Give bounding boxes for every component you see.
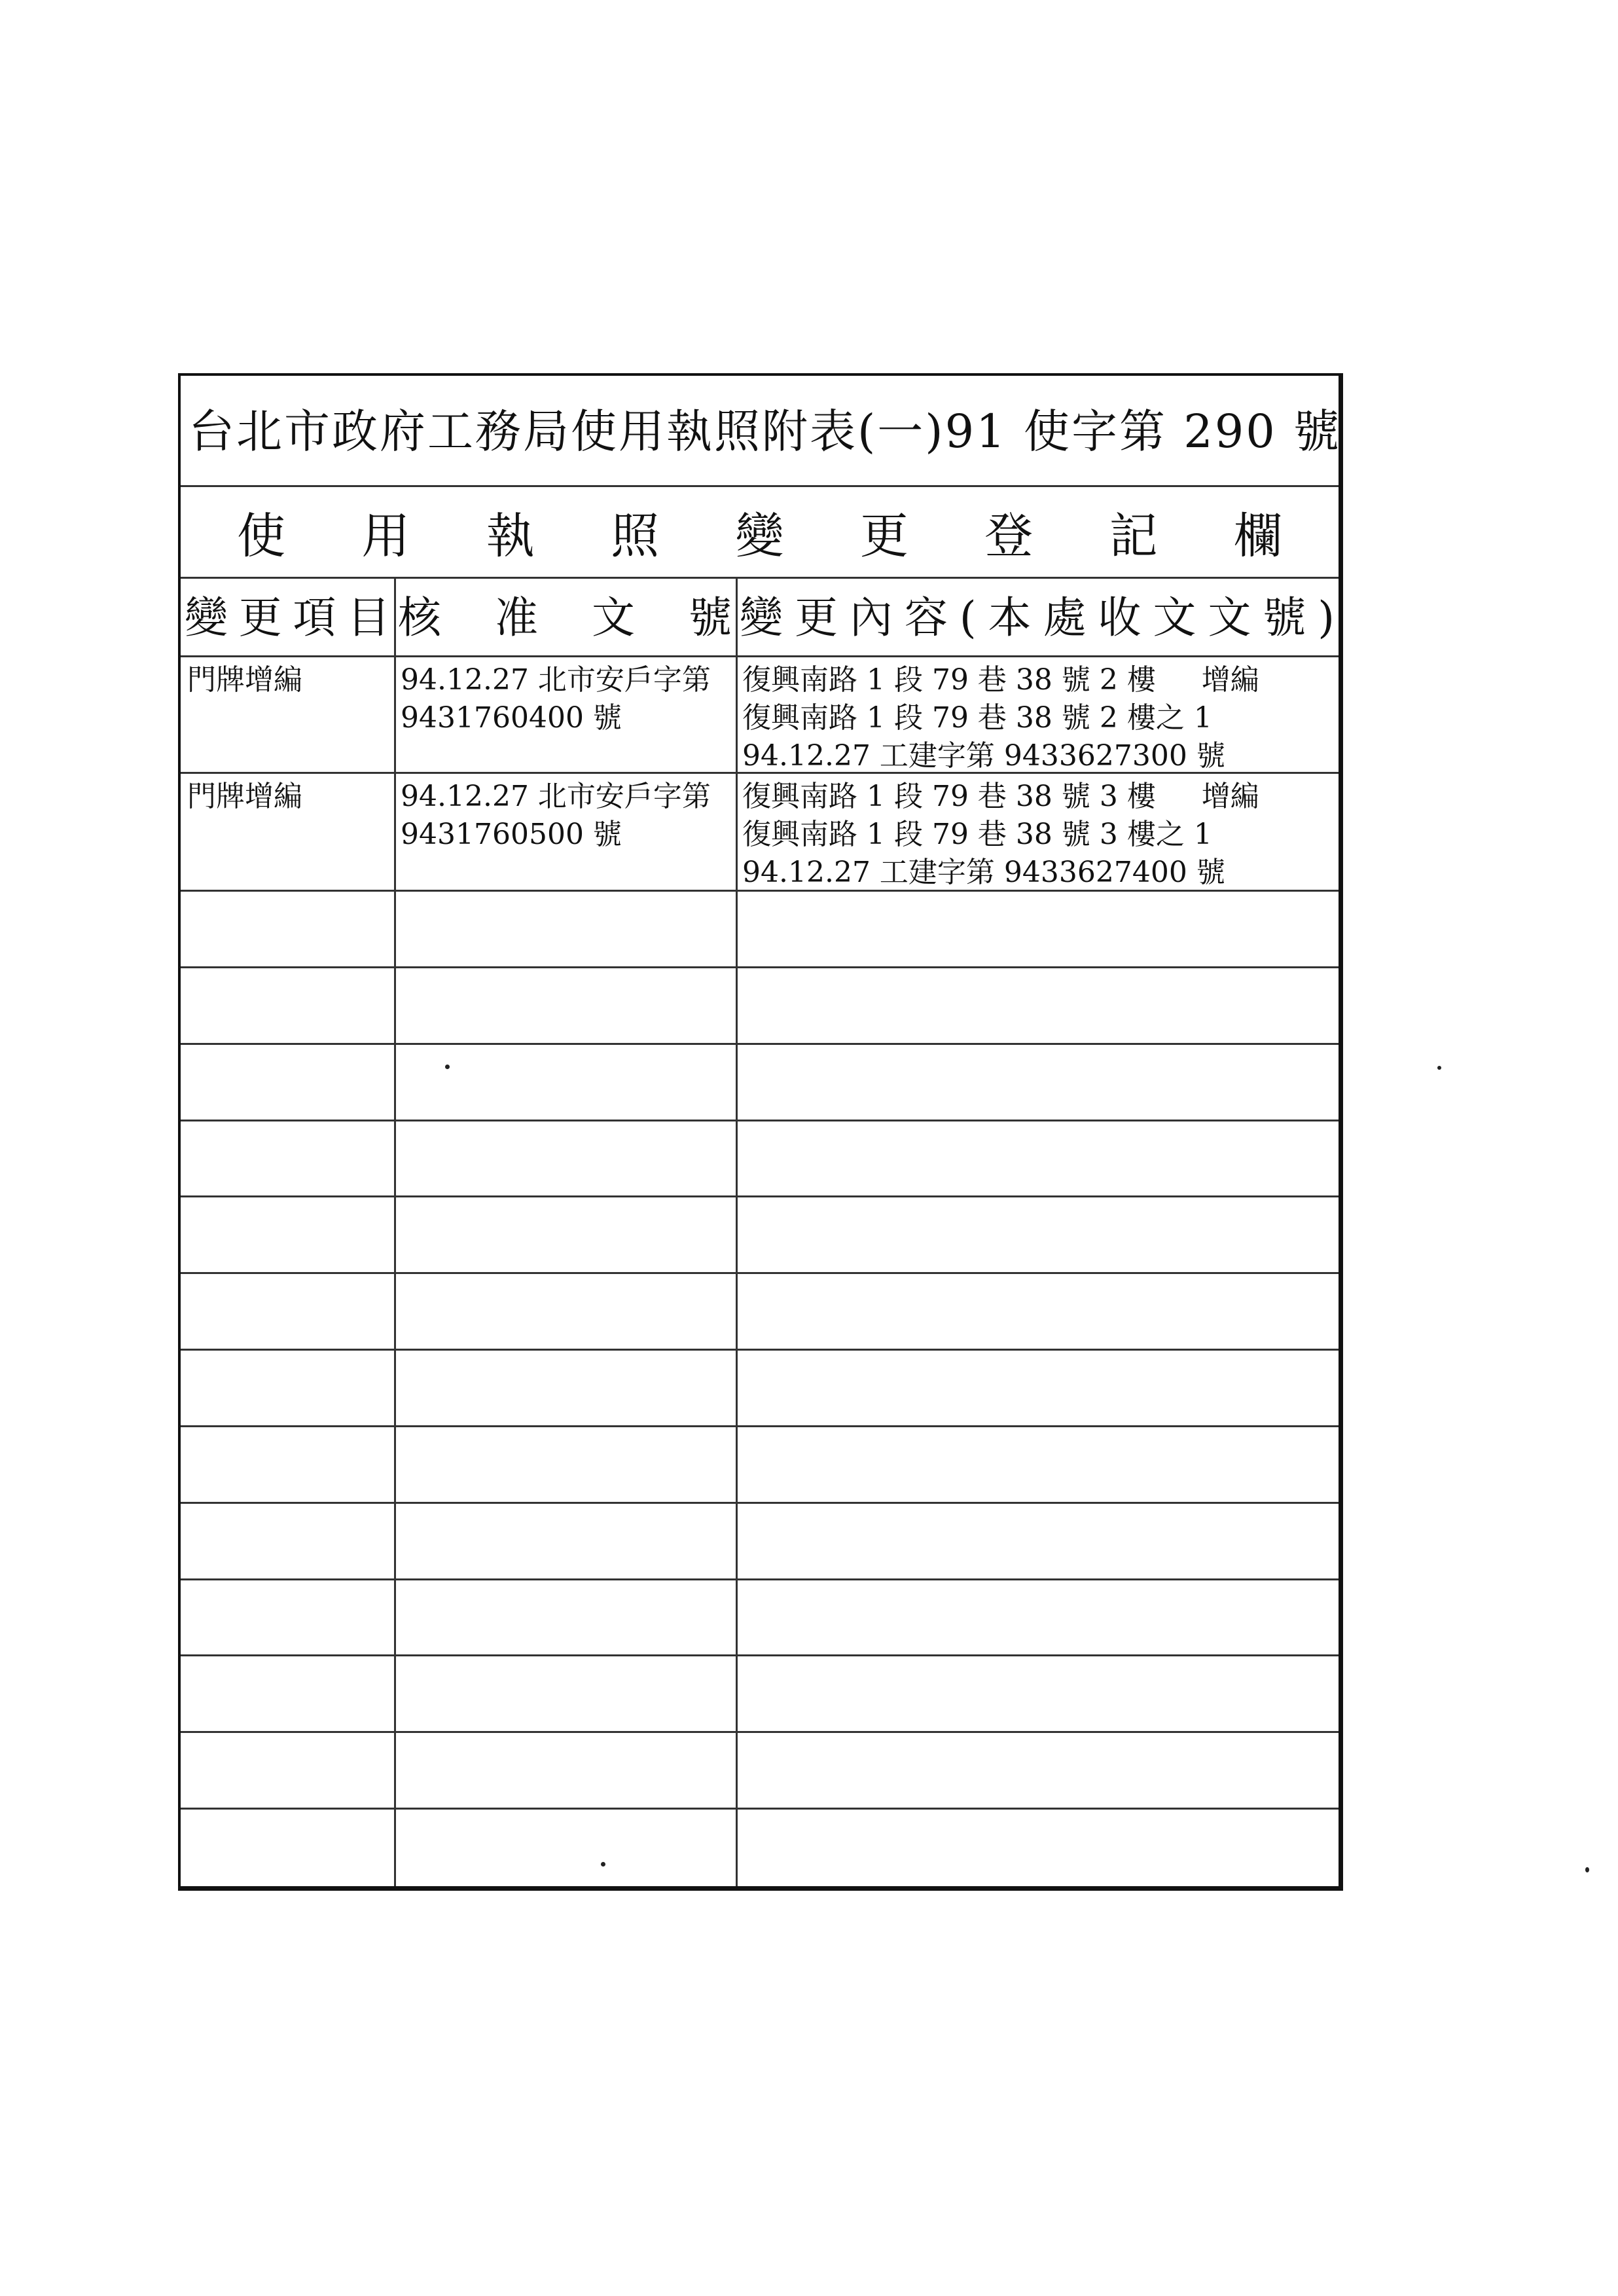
banner-char: 照: [611, 507, 660, 564]
header-char: (: [959, 592, 977, 643]
empty-cell: [181, 1733, 394, 1808]
header-char: 容: [904, 592, 948, 643]
empty-cell: [394, 1810, 736, 1886]
banner-char: 欄: [1234, 507, 1282, 564]
empty-cell: [736, 892, 1339, 966]
banner-char: 用: [361, 507, 410, 564]
entry-content: [736, 774, 1339, 890]
banner-char: 登: [984, 507, 1034, 564]
header-char: 內: [849, 592, 893, 643]
empty-cell: [736, 1274, 1339, 1349]
table-row: [181, 1733, 1339, 1810]
empty-cell: [736, 968, 1339, 1043]
banner-char: 執: [486, 507, 535, 564]
content-line: 復興南路 1 段 79 巷 38 號 2 樓之 1: [742, 701, 1212, 735]
empty-cell: [736, 1810, 1339, 1886]
header-char: 收: [1098, 592, 1142, 643]
empty-cell: [181, 1504, 394, 1578]
approval-line: 94.12.27 北市安戶字第: [401, 663, 711, 697]
empty-cell: [181, 1656, 394, 1731]
header-char: 號: [1263, 592, 1306, 643]
empty-cell: [736, 1121, 1339, 1196]
empty-cell: [181, 1351, 394, 1425]
banner-char: 變: [735, 507, 784, 564]
header-char: 更: [238, 592, 282, 643]
header-char: 項: [293, 592, 336, 643]
empty-cell: [394, 1045, 736, 1120]
empty-cell: [394, 968, 736, 1043]
entry-approval: [394, 774, 736, 890]
table-row: [181, 774, 1339, 892]
content-line: 94.12.27 工建字第 9433627300 號: [742, 739, 1225, 773]
table-row: [181, 1810, 1339, 1886]
entry-item: [181, 774, 394, 890]
scan-speck: [1585, 1867, 1589, 1872]
entry-content: [736, 657, 1339, 772]
empty-cell: [736, 1504, 1339, 1578]
column-header-approval: [394, 579, 736, 655]
header-char: 准: [495, 592, 538, 643]
empty-cell: [394, 1274, 736, 1349]
empty-cell: [736, 1197, 1339, 1272]
table-row: [181, 1656, 1339, 1733]
empty-cell: [736, 1045, 1339, 1120]
empty-cell: [181, 1045, 394, 1120]
table-row: [181, 892, 1339, 968]
empty-cell: [181, 1121, 394, 1196]
empty-cell: [736, 1351, 1339, 1425]
header-char: 本: [988, 592, 1032, 643]
empty-cell: [394, 1197, 736, 1272]
table-row: [181, 1504, 1339, 1580]
banner-char: 使: [237, 507, 285, 564]
header-char: 更: [794, 592, 838, 643]
empty-cell: [736, 1656, 1339, 1731]
table-row: [181, 968, 1339, 1045]
column-header-content: [736, 579, 1339, 655]
table-row: [181, 1274, 1339, 1351]
empty-cell: [736, 1580, 1339, 1655]
scan-speck: [1437, 1066, 1441, 1070]
empty-cell: [394, 892, 736, 966]
table-row: [181, 1121, 1339, 1198]
column-divider-1: [394, 579, 396, 1886]
empty-cell: [181, 1810, 394, 1886]
item-text: 門牌增編: [187, 780, 302, 813]
header-char: 變: [740, 592, 783, 643]
content-line: 復興南路 1 段 79 巷 38 號 2 樓 增編: [742, 663, 1259, 697]
table-row: [181, 1427, 1339, 1504]
empty-cell: [181, 1197, 394, 1272]
header-char: 目: [346, 592, 390, 643]
table-row: [181, 1045, 1339, 1121]
item-text: 門牌增編: [187, 663, 302, 697]
table-row: [181, 1197, 1339, 1274]
header-char: 號: [689, 592, 732, 643]
content-line: 復興南路 1 段 79 巷 38 號 3 樓 增編: [742, 780, 1259, 813]
entry-approval: [394, 657, 736, 772]
scan-speck: [601, 1862, 605, 1867]
empty-cell: [181, 892, 394, 966]
header-char: 處: [1043, 592, 1087, 643]
empty-cell: [736, 1427, 1339, 1502]
column-divider-2: [736, 579, 738, 1886]
empty-cell: [181, 968, 394, 1043]
header-char: 文: [1208, 592, 1251, 643]
banner-char: 更: [859, 507, 908, 564]
header-char: 文: [1153, 592, 1196, 643]
header-char: 變: [185, 592, 228, 643]
empty-cell: [394, 1504, 736, 1578]
header-char: 核: [398, 592, 441, 643]
approval-line: 9431760500 號: [401, 818, 622, 851]
header-char: ): [1318, 592, 1335, 643]
empty-cell: [394, 1351, 736, 1425]
header-char: 文: [592, 592, 635, 643]
approval-line: 94.12.27 北市安戶字第: [401, 780, 711, 813]
content-line: 復興南路 1 段 79 巷 38 號 3 樓之 1: [742, 818, 1212, 851]
banner-char: 記: [1109, 507, 1158, 564]
usage-permit-change-form: [178, 373, 1343, 1891]
column-header-item: [181, 579, 394, 655]
empty-cell: [181, 1580, 394, 1655]
scan-speck: [445, 1065, 450, 1069]
column-header-row: [181, 579, 1339, 657]
empty-cell: [181, 1274, 394, 1349]
form-title: 台北市政府工務局使用執照附表(一)91 使字第 290 號: [181, 376, 1339, 487]
table-row: [181, 1580, 1339, 1657]
table-row: [181, 657, 1339, 774]
table-row: [181, 1351, 1339, 1427]
approval-line: 9431760400 號: [401, 701, 622, 735]
empty-cell: [736, 1733, 1339, 1808]
empty-cell: [181, 1427, 394, 1502]
empty-cell: [394, 1580, 736, 1655]
entry-item: [181, 657, 394, 772]
empty-cell: [394, 1427, 736, 1502]
empty-cell: [394, 1121, 736, 1196]
register-banner: [181, 487, 1339, 579]
content-line: 94.12.27 工建字第 9433627400 號: [742, 856, 1225, 889]
empty-cell: [394, 1733, 736, 1808]
empty-cell: [394, 1656, 736, 1731]
